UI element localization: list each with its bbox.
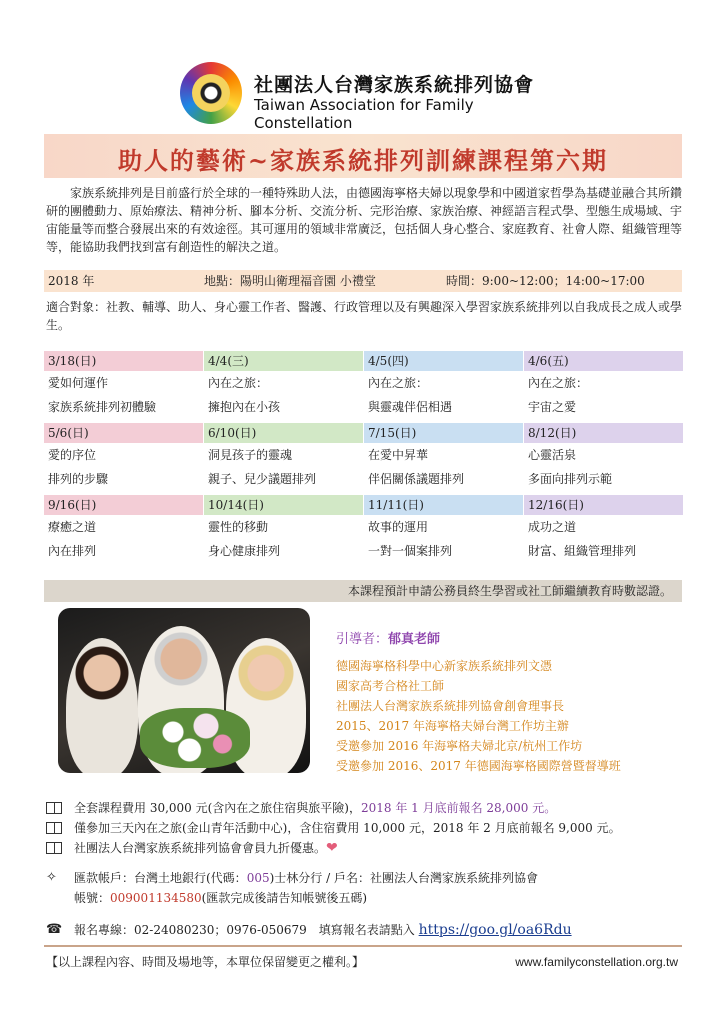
session-cell: [364, 495, 523, 567]
session-date: 9/16(日): [44, 495, 203, 515]
session-subtitle: 財富、組織管理排列: [528, 544, 637, 558]
session-cell: [44, 495, 203, 567]
bank-row: [46, 868, 682, 888]
session-subtitle: 親子、兒少議題排列: [208, 472, 317, 486]
session-topic: 療癒之道: [48, 520, 97, 534]
bank-row: [46, 888, 682, 908]
session-date: 5/6(日): [44, 423, 203, 443]
registration-link[interactable]: https://goo.gl/oa6Rdu: [418, 922, 572, 938]
session-topic: 靈性的移動: [208, 520, 269, 534]
guide-name: 郁真老師: [388, 632, 441, 647]
session-date: 3/18(日): [44, 351, 203, 371]
session-cell: [44, 351, 203, 423]
book-icon: [46, 802, 62, 814]
session-cell: [204, 423, 363, 495]
session-topic: 愛如何運作: [48, 376, 109, 390]
org-name-zh: 社團法人台灣家族系統排列協會: [254, 74, 535, 96]
certification-notice: 本課程預計申請公務員終生學習或社工師繼續教育時數認證。: [44, 580, 682, 602]
session-cell: [524, 423, 683, 495]
session-cell: [44, 423, 203, 495]
audience-text: 適合對象：社教、輔導、助人、身心靈工作者、醫護、行政管理以及有興趣深入學習家族系統排列以自我成長之成人或學生。: [46, 300, 683, 332]
guide-heading: [336, 630, 682, 650]
photo-bouquet: [140, 708, 250, 768]
info-location: 地點：陽明山衛理福音園 小禮堂: [204, 274, 376, 288]
page-title: 助人的藝術~家族系統排列訓練課程第六期: [117, 146, 609, 175]
session-cell: [524, 351, 683, 423]
book-icon: [46, 822, 62, 834]
session-date: 11/11(日): [364, 495, 523, 515]
session-topic: 心靈活泉: [528, 448, 577, 462]
session-subtitle: 伴侶關係議題排列: [368, 472, 465, 486]
guide-label: 引導者：: [336, 632, 389, 647]
session-date: 8/12(日): [524, 423, 683, 443]
account-note: (匯款完成後請告知帳號後五碼): [201, 891, 368, 905]
guide-credential: 2015、2017 年海寧格夫婦台灣工作坊主辦: [336, 719, 569, 733]
bank-code: 005: [246, 871, 270, 885]
diamond-icon: ✧: [46, 870, 57, 885]
fee-full-text: 全套課程費用 30,000 元(含內在之旅住宿與旅平險)，: [74, 801, 361, 815]
bank-text-a: 匯款帳戶：台灣土地銀行(代碼：: [74, 871, 247, 885]
session-date: 4/5(四): [364, 351, 523, 371]
heart-icon: ❤: [326, 840, 338, 856]
session-topic: 在愛中昇華: [368, 448, 429, 462]
account-label: 帳號：: [74, 891, 111, 905]
flower-of-life-logo-icon: [180, 62, 242, 124]
bank-text-b: )士林分行 / 戶名：社團法人台灣家族系統排列協會: [269, 871, 538, 885]
session-subtitle: 擁抱內在小孩: [208, 400, 281, 414]
fee-row: [46, 838, 682, 858]
session-date: 4/6(五): [524, 351, 683, 371]
book-icon: [46, 842, 62, 854]
session-subtitle: 排列的步驟: [48, 472, 109, 486]
fee-partial-text: 僅參加三天內在之旅(金山青年活動中心)，含住宿費用 10,000 元，2018 年 2 月底前報名 9,000 元。: [74, 821, 621, 835]
fee-member-discount: 社團法人台灣家族系統排列協會會員九折優惠。: [74, 841, 327, 855]
phone-icon: ☎: [46, 922, 63, 937]
session-cell: [364, 423, 523, 495]
bank-section: [46, 868, 682, 908]
info-year: 2018 年: [48, 274, 95, 288]
session-topic: 故事的運用: [368, 520, 429, 534]
guide-credential: 德國海寧格科學中心新家族系統排列文憑: [336, 659, 553, 673]
fee-row: [46, 798, 682, 818]
session-subtitle: 多面向排列示範: [528, 472, 613, 486]
schedule-row: [44, 495, 682, 567]
session-subtitle: 宇宙之愛: [528, 400, 577, 414]
session-cell: [204, 351, 363, 423]
contact-text: 報名專線：02-24080230；0976-050679 填寫報名表請點入: [74, 923, 415, 937]
org-name-en: Taiwan Association for Family Constellation: [254, 96, 474, 132]
session-date: 4/4(三): [204, 351, 363, 371]
account-number: 009001134580: [110, 891, 202, 905]
info-bar: [44, 270, 682, 292]
fee-row: [46, 818, 682, 838]
fee-early-price: 2018 年 1 月底前報名 28,000 元。: [360, 801, 557, 815]
session-topic: 內在之旅：: [368, 376, 429, 390]
session-topic: 內在之旅：: [208, 376, 269, 390]
session-date: 7/15(日): [364, 423, 523, 443]
session-topic: 洞見孩子的靈魂: [208, 448, 293, 462]
guide-credential: 國家高考合格社工師: [336, 679, 445, 693]
title-bar: [44, 134, 682, 178]
session-cell: [204, 495, 363, 567]
session-date: 12/16(日): [524, 495, 683, 515]
session-date: 10/14(日): [204, 495, 363, 515]
guide-info: [336, 630, 682, 776]
fees-section: [46, 798, 682, 858]
session-topic: 愛的序位: [48, 448, 97, 462]
header: [180, 62, 560, 132]
guide-credential: 社團法人台灣家族系統排列協會創會理事長: [336, 699, 565, 713]
footer-note: 【以上課程內容、時間及場地等，本單位保留變更之權利。】: [46, 955, 365, 969]
session-subtitle: 身心健康排列: [208, 544, 281, 558]
contact-line: [46, 920, 682, 940]
session-cell: [524, 495, 683, 567]
schedule-row: [44, 351, 682, 423]
schedule-grid: [44, 351, 682, 567]
session-topic: 成功之道: [528, 520, 577, 534]
instructor-photo: [58, 608, 310, 773]
session-topic: 內在之旅：: [528, 376, 589, 390]
session-cell: [364, 351, 523, 423]
guide-credential: 受邀參加 2016 年海寧格夫婦北京/杭州工作坊: [336, 739, 583, 753]
session-subtitle: 內在排列: [48, 544, 97, 558]
footer-divider: [44, 945, 682, 947]
photo-person-left: [66, 638, 138, 773]
session-subtitle: 一對一個案排列: [368, 544, 453, 558]
guide-credential: 受邀參加 2016、2017 年德國海寧格國際營暨督導班: [336, 759, 621, 773]
session-date: 6/10(日): [204, 423, 363, 443]
info-time: 時間：9:00~12:00；14:00~17:00: [446, 274, 645, 288]
session-subtitle: 家族系統排列初體驗: [48, 400, 157, 414]
intro-paragraph: 家族系統排列是目前盛行於全球的一種特殊助人法，由德國海寧格夫婦以現象學和中國道家哲學為基礎並融合其所鑽研的團體動力、原始療法、精神分析、腳本分析、交流分析、完形治療、家族治療、神經語言程式學、型態生成場域、宇宙能量等而整合發展出來的有效途徑。其可運用的領域非常廣泛，包括個人身心整合、家庭教育、社會人際、組織管理等等，能協助我們找到富有創造性的解決之道。: [46, 186, 683, 254]
website-url[interactable]: www.familyconstellation.org.tw: [515, 955, 678, 969]
schedule-row: [44, 423, 682, 495]
session-subtitle: 與靈魂伴侶相遇: [368, 400, 453, 414]
